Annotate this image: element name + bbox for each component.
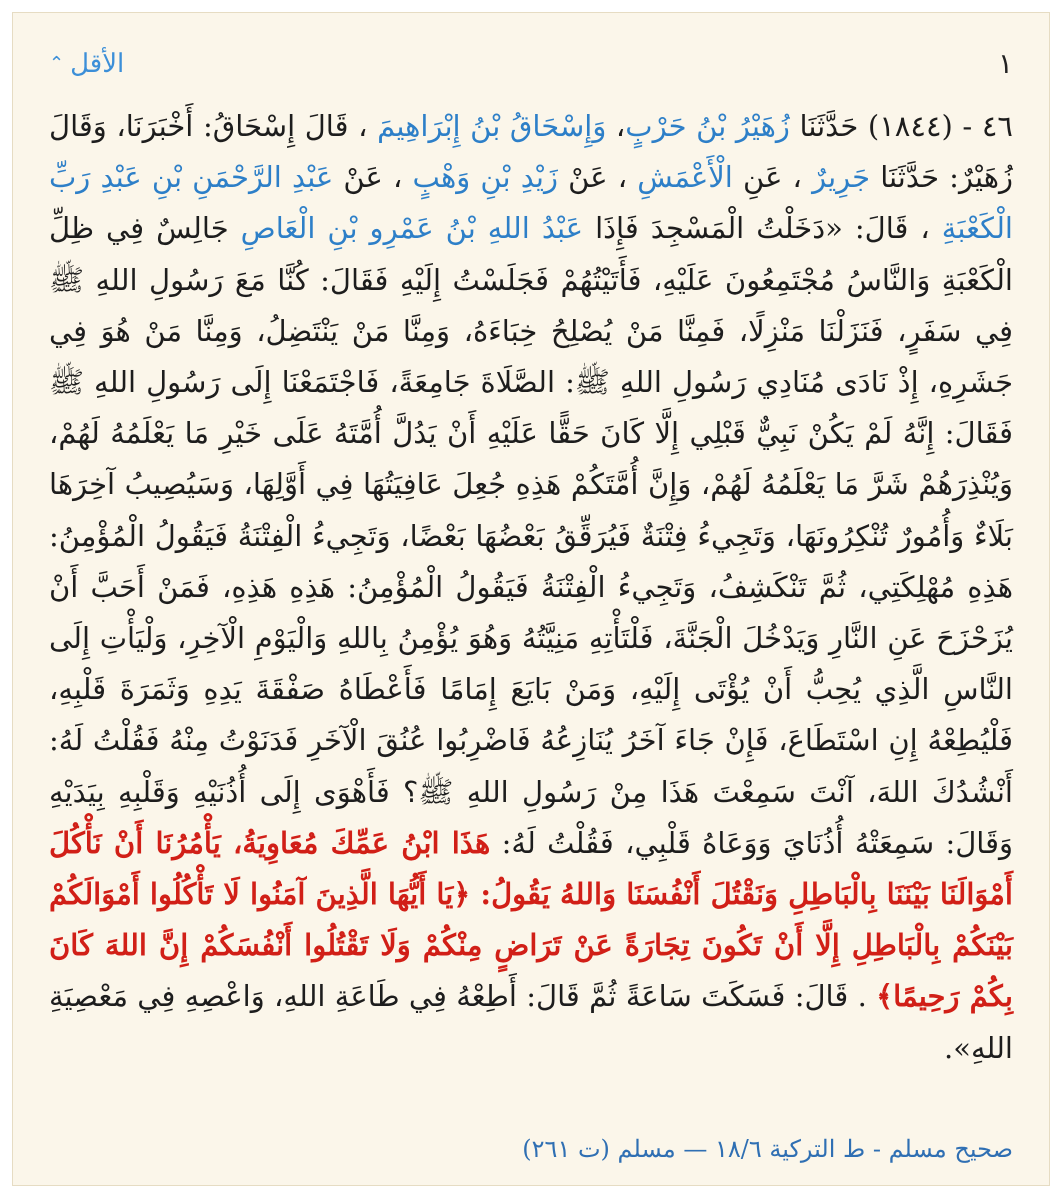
hadith-text [49, 101, 1013, 1074]
card-header [49, 43, 1013, 93]
hadith-card [12, 12, 1050, 1186]
page-number: ١ [997, 47, 1013, 80]
source-citation[interactable]: صحيح مسلم - ط التركية ١٨/٦ — مسلم (ت ٢٦١) [522, 1135, 1013, 1163]
show-less-label: الأقل [70, 49, 125, 79]
show-less-button[interactable] [49, 49, 124, 79]
narrator-link[interactable]: وَإِسْحَاقُ بْنُ إِبْرَاهِيمَ [377, 109, 607, 143]
narrator-link[interactable]: عَبْدُ اللهِ بْنُ عَمْرِو بْنِ الْعَاصِ [240, 211, 584, 246]
highlighted-passage: هَذَا ابْنُ عَمِّكَ مُعَاوِيَةُ، يَأْمُرُنَا أَنْ نَأْكُلَ أَمْوَالَنَا بَيْنَنَا بِالْبَاطِلِ وَنَقْتُلَ أَنْفُسَنَا وَاللهُ يَقُولُ: ﴿يَا أَيُّهَا الَّذِينَ آمَنُوا لَا تَأْكُلُوا أَمْوَالَكُمْ بَيْنَكُمْ بِالْبَاطِلِ إِلَّا أَنْ تَكُونَ تِجَارَةً عَنْ تَرَاضٍ مِنْكُمْ وَلَا تَقْتُلُوا أَنْفُسَكُمْ إِنَّ اللهَ كَانَ بِكُمْ رَحِيمًا﴾ [49, 825, 1013, 1014]
narrator-link[interactable]: عَبْدِ الرَّحْمَنِ بْنِ عَبْدِ رَبِّ الْكَعْبَةِ [49, 160, 1013, 246]
narrator-link[interactable]: زَيْدِ بْنِ وَهْبٍ [412, 160, 559, 195]
hadith-text-segment: ، عَنْ [333, 160, 413, 195]
hadith-text-segment: ٤٦ - (١٨٤٤) حَدَّثَنَا [789, 109, 1013, 143]
hadith-text-segment: جَالِسٌ فِي ظِلِّ الْكَعْبَةِ وَالنَّاسُ مُجْتَمِعُونَ عَلَيْهِ، فَأَتَيْتُهُمْ فَجَلَسْتُ إِلَيْهِ فَقَالَ: كُنَّا مَعَ رَسُولِ اللهِ ﷺ فِي سَفَرٍ، فَنَزَلْنَا مَنْزِلًا، فَمِنَّا مَنْ يُصْلِحُ خِبَاءَهُ، وَمِنَّا مَنْ يَنْتَضِلُ، وَمِنَّا مَنْ هُوَ فِي جَشَرِهِ، إِذْ نَادَى مُنَادِي رَسُولِ اللهِ ﷺ: الصَّلَاةَ جَامِعَةً، فَاجْتَمَعْنَا إِلَى رَسُولِ اللهِ ﷺ فَقَالَ: إِنَّهُ لَمْ يَكُنْ نَبِيٌّ قَبْلِي إِلَّا كَانَ حَقًّا عَلَيْهِ أَنْ يَدُلَّ أُمَّتَهُ عَلَى خَيْرِ مَا يَعْلَمُهُ لَهُمْ، وَيُنْذِرَهُمْ شَرَّ مَا يَعْلَمُهُ لَهُمْ، وَإِنَّ أُمَّتَكُمْ هَذِهِ جُعِلَ عَافِيَتُهَا فِي أَوَّلِهَا، وَسَيُصِيبُ آخِرَهَا بَلَاءٌ وَأُمُورٌ تُنْكِرُونَهَا، وَتَجِيءُ فِتْنَةٌ فَيُرَقِّقُ بَعْضُهَا بَعْضًا، وَتَجِيءُ الْفِتْنَةُ فَيَقُولُ الْمُؤْمِنُ: هَذِهِ مُهْلِكَتِي، ثُمَّ تَنْكَشِفُ، وَتَجِيءُ الْفِتْنَةُ فَيَقُولُ الْمُؤْمِنُ: هَذِهِ هَذِهِ، فَمَنْ أَحَبَّ أَنْ يُزَحْزَحَ عَنِ النَّارِ وَيَدْخُلَ الْجَنَّةَ، فَلْتَأْتِهِ مَنِيَّتُهُ وَهُوَ يُؤْمِنُ بِاللهِ وَالْيَوْمِ الْآخِرِ، وَلْيَأْتِ إِلَى النَّاسِ الَّذِي يُحِبُّ أَنْ يُؤْتَى إِلَيْهِ، وَمَنْ بَايَعَ إِمَامًا فَأَعْطَاهُ صَفْقَةَ يَدِهِ وَثَمَرَةَ قَلْبِهِ، فَلْيُطِعْهُ إِنِ اسْتَطَاعَ، فَإِنْ جَاءَ آخَرُ يُنَازِعُهُ فَاضْرِبُوا عُنُقَ الْآخَرِ فَدَنَوْتُ مِنْهُ فَقُلْتُ لَهُ: أَنْشُدُكَ اللهَ، آنْتَ سَمِعْتَ هَذَا مِنْ رَسُولِ اللهِ ﷺ؟ فَأَهْوَى إِلَى أُذُنَيْهِ وَقَلْبِهِ بِيَدَيْهِ وَقَالَ: سَمِعَتْهُ أُذُنَايَ وَوَعَاهُ قَلْبِي، فَقُلْتُ لَهُ: [49, 211, 1014, 860]
hadith-text-segment: ، قَالَ: «دَخَلْتُ الْمَسْجِدَ فَإِذَا [583, 211, 942, 246]
hadith-text-segment: ، قَالَ إِسْحَاقُ: أَخْبَرَنَا، وَقَالَ زُهَيْرٌ: حَدَّثَنَا [49, 109, 1013, 195]
narrator-link[interactable]: جَرِيرٌ [812, 160, 871, 195]
narrator-link[interactable]: زُهَيْرُ بْنُ حَرْبٍ [625, 109, 790, 143]
hadith-text-segment: ، عَنِ [732, 160, 813, 195]
chevron-up-icon: ⌃ [49, 53, 65, 74]
narrator-link[interactable]: الْأَعْمَشِ [637, 160, 733, 195]
hadith-text-segment: ، [606, 109, 626, 143]
hadith-text-segment: . قَالَ: فَسَكَتَ سَاعَةً ثُمَّ قَالَ: أَطِعْهُ فِي طَاعَةِ اللهِ، وَاعْصِهِ فِي مَعْصِيَةِ اللهِ». [49, 979, 1013, 1065]
hadith-text-segment: ، عَنْ [558, 160, 638, 195]
